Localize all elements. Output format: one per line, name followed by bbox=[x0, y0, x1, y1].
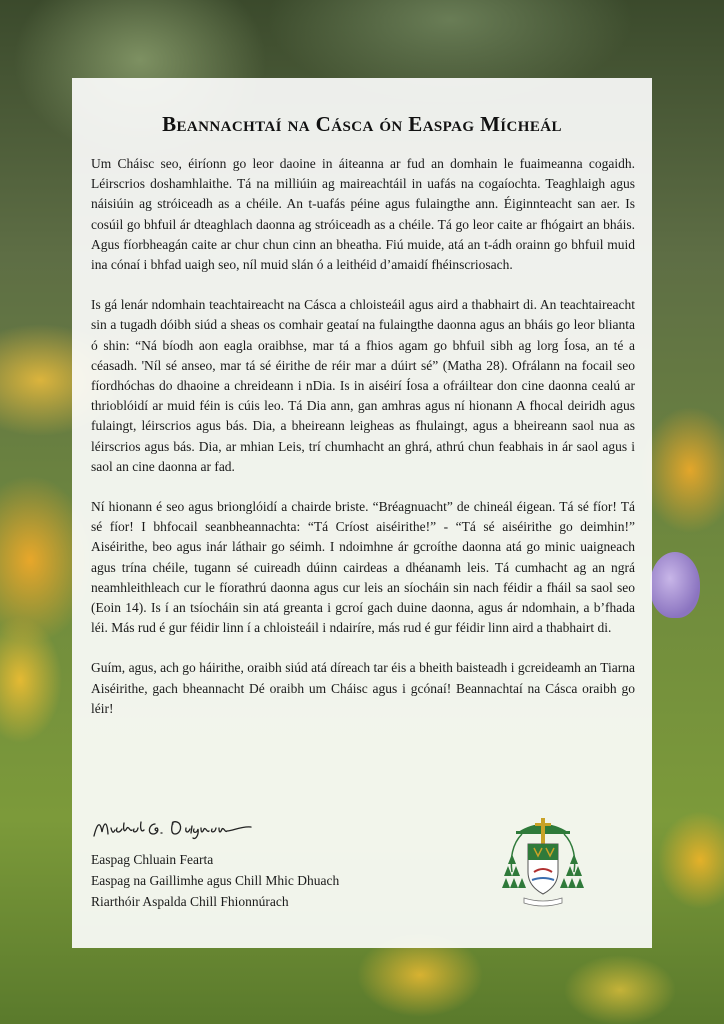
paragraph-4: Guím, agus, ach go háirithe, oraibh siúd atá díreach tar éis a bheith baisteadh i gcreideamh an Tiarna Aiséirithe, gach bheannacht Dé oraibh um Cháisc agus i gcónaí! Beannachtaí na Cásca oraibh go léir! bbox=[91, 660, 635, 716]
letter-title: Beannachtaí na Cásca ón Easpag Mícheál bbox=[162, 112, 562, 136]
letter-card bbox=[72, 78, 652, 948]
paragraph-2: Is gá lenár ndomhain teachtaireacht na Cásca a chloisteáil agus aird a thabhairt di. An teachtaireacht sin a tugadh dóibh siúd a sheas os comhair geataí na fulaingthe daonna agus an bháis go leor blianta ó shin: “Ná bíodh aon eagla oraibhse, mar tá a fhios agam go bhfuil sibh ag lorg Íosa, an té a céasadh. 'Níl sé anseo, mar tá sé éirithe de réir mar a dúirt sé” (Matha 28). Ofrálann na focail seo fíordhóchas do dhaoine a chreideann i nDia. Is in aiséirí Íosa a ofráiltear don cine daonna cealú ar thrioblóidí ar muid féin is cúis leo. Tá Dia ann, gan amhras agus ní hionann A fhocal deiridh agus fulaingt, léirscrios agus bás. Dia, a bheireann leigheas as fhulaingt, agus a bheireann saol nua as léirscrios agus bás. Dia, ar mhian Leis, trí chumhacht an ghrá, athrú chun feabhais in ár saol agus i saol an cine daonna ar fad. bbox=[91, 297, 635, 474]
signoff-block bbox=[91, 849, 451, 912]
paragraph-1: Um Cháisc seo, éiríonn go leor daoine in áiteanna ar fud an domhain le fuaimeanna cogaidh. Léirscrios doshamhlaithe. Tá na milliúin ag maireachtáil in uafás na cogaíochta. Teaghlaigh agus náisiúin ag stróiceadh as a chéile. An t-uafás péine agus fulaingthe ann. Éiginnteacht san aer. Is cosúil go bhfuil ár dteaghlach daonna ag stróiceadh as a chéile. Tá go leor caite ar fhógairt an bháis. Agus fíorbheagán caite ar chur chun cinn an bheatha. Fiú muide, atá an t-ádh orainn go bhfuil muid ina cónaí i bhfad uaigh seo, níl muid slán ó a leithéid d’amaidí fhéinscriosach. bbox=[91, 156, 635, 273]
coat-of-arms-icon bbox=[502, 814, 584, 910]
paragraph-3: Ní hionann é seo agus brionglóidí a chairde briste. “Bréagnuacht” de chineál éigean. Tá sé fíor! Tá sé fíor! I bhfocail seanbheannachta: “Tá Críost aiséirithe!” - “Tá sé aiséirithe go deimhin!” Aiséirithe, beo agus inár láthair go séimh. I ndoimhne ár gcroíthe daonna atá go minic uaigneach agus trína chéile, tugann sé cuireadh dúinn cairdeas a dhéanamh leis. Tá cumhacht ag an ngrá neamhleithleach cur le fíorathrú daonna agus cur leis an síocháin sin nach féidir a fháil sa saol seo (Eoin 14). Is í an tsíocháin sin atá greanta i gcroí gach duine daonna, agus ár ndomhain, a b’fhada léi. Más rud é gur féidir linn í a chloisteáil i ndairíre, más rud é gur féidir linn aird a thabhairt di. bbox=[91, 499, 635, 636]
signoff-line-2: Easpag na Gaillimhe agus Chill Mhic Dhuach bbox=[91, 873, 340, 888]
signoff-line-1: Easpag Chluain Fearta bbox=[91, 852, 214, 867]
background-crocus bbox=[650, 552, 700, 618]
letter-body bbox=[91, 154, 635, 739]
signoff-line-3: Riarthóir Aspalda Chill Fhionnúrach bbox=[91, 894, 289, 909]
signature-icon bbox=[91, 814, 261, 844]
